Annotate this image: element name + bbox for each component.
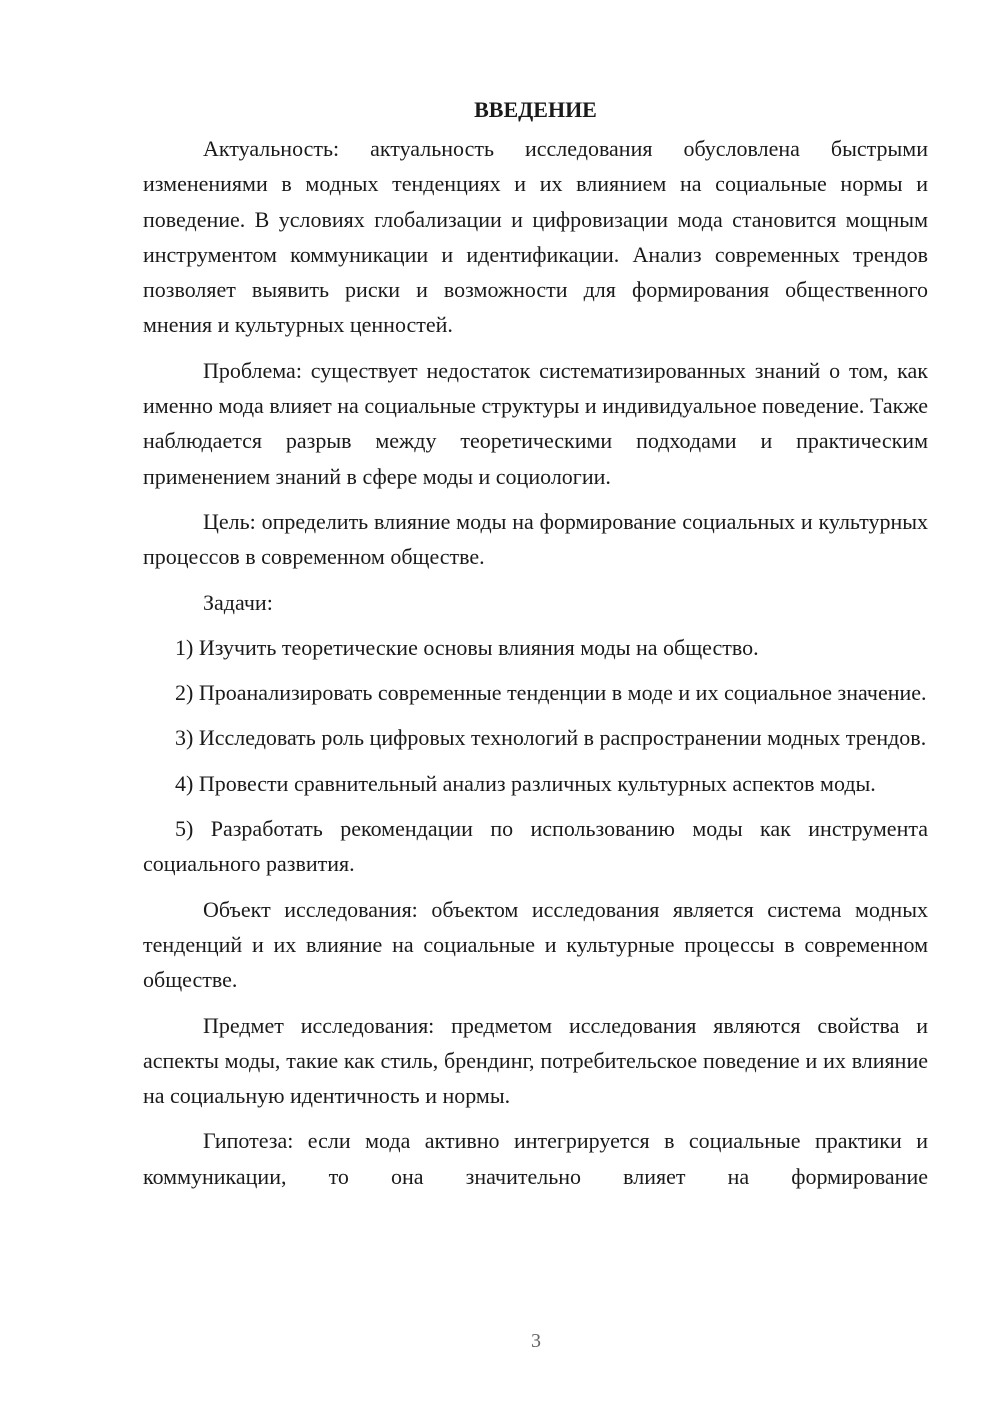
task-item-2: 2) Проанализировать современные тенденции в моде и их социальное значение. bbox=[175, 680, 927, 706]
paragraph-object: Объект исследования: объектом исследования является система модных тенденций и их влияние на социальные и культурные процессы в современном обществе. bbox=[143, 896, 928, 993]
paragraph-subject: Предмет исследования: предметом исследования являются свойства и аспекты моды, такие как стиль, брендинг, потребительское поведение и их влияние на социальную идентичность и нормы. bbox=[143, 1012, 928, 1109]
paragraph-problem: Проблема: существует недостаток систематизированных знаний о том, как именно мода влияет на социальные структуры и индивидуальное поведение. Также наблюдается разрыв между теоретическими подходами и практическим применением знаний в сфере моды и социологии. bbox=[143, 357, 928, 489]
document-page bbox=[143, 92, 928, 1194]
section-title: ВВЕДЕНИЕ bbox=[474, 97, 597, 122]
task-item-3: 3) Исследовать роль цифровых технологий в распространении модных трендов. bbox=[175, 725, 927, 751]
page-number: 3 bbox=[531, 1330, 541, 1352]
paragraph-hypothesis: Гипотеза: если мода активно интегрируется в социальные практики и коммуникации, то она значительно влияет на формирование bbox=[143, 1128, 928, 1189]
task-item-1: 1) Изучить теоретические основы влияния моды на общество. bbox=[175, 634, 759, 660]
task-item-4: 4) Провести сравнительный анализ различных культурных аспектов моды. bbox=[175, 770, 876, 796]
tasks-label: Задачи: bbox=[203, 589, 273, 615]
task-item-5: 5) Разработать рекомендации по использованию моды как инструмента социального развития. bbox=[143, 816, 928, 877]
paragraph-relevance: Актуальность: актуальность исследования обусловлена быстрыми изменениями в модных тенденциях и их влиянием на социальные нормы и поведение. В условиях глобализации и цифровизации мода становится мощным инструментом коммуникации и идентификации. Анализ современных трендов позволяет выявить риски и возможности для формирования общественного мнения и культурных ценностей. bbox=[143, 136, 928, 338]
paragraph-goal: Цель: определить влияние моды на формирование социальных и культурных процессов в современном обществе. bbox=[143, 508, 928, 570]
